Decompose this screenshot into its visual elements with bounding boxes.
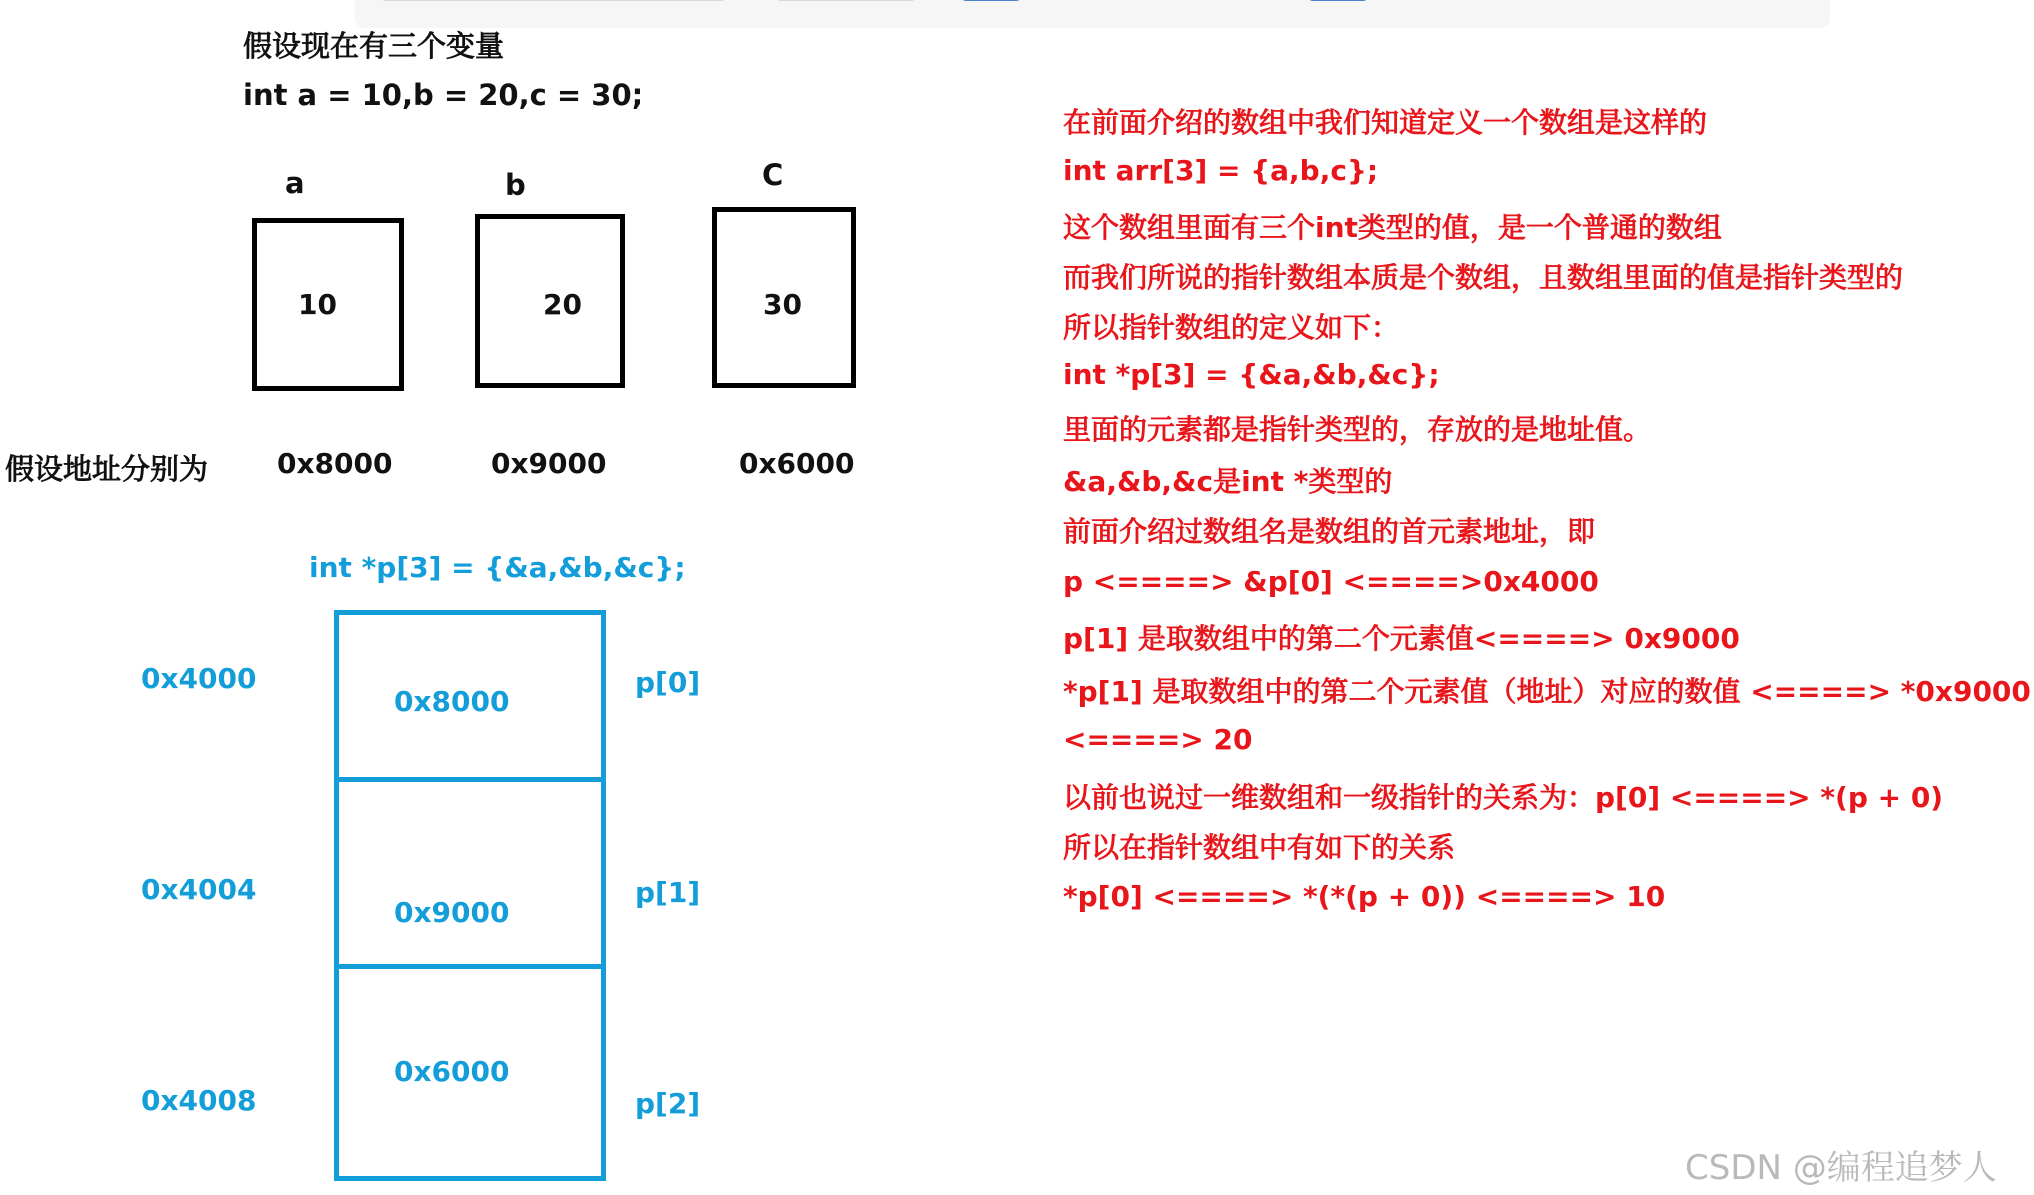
note-line: int *p[3] = {&a,&b,&c}; (1063, 358, 1440, 391)
variables-title: 假设现在有三个变量 (243, 29, 505, 63)
variable-name-a: a (285, 166, 305, 200)
note-line: *p[0] <====> *(*(p + 0)) <====> 10 (1063, 880, 1666, 913)
note-line: 在前面介绍的数组中我们知道定义一个数组是这样的 (1063, 106, 1708, 139)
array-cell-label-0: p[0] (635, 666, 701, 699)
note-line: 所以指针数组的定义如下： (1063, 311, 1400, 344)
note-line: 而我们所说的指针数组本质是个数组，且数组里面的值是指针类型的 (1063, 261, 1904, 294)
variable-value-b: 20 (543, 288, 582, 321)
array-cell-1 (334, 777, 606, 969)
address-c: 0x6000 (739, 447, 855, 480)
variable-name-c: C (762, 158, 784, 192)
variables-declaration: int a = 10,b = 20,c = 30; (243, 78, 644, 112)
array-cell-label-1: p[1] (635, 876, 701, 909)
array-cell-value-2: 0x6000 (394, 1055, 510, 1088)
address-label: 假设地址分别为 (5, 452, 209, 486)
toolbar-field (775, 0, 917, 1)
toolbar-button (1307, 0, 1369, 1)
array-declaration: int *p[3] = {&a,&b,&c}; (309, 551, 686, 584)
note-line: 里面的元素都是指针类型的，存放的是地址值。 (1063, 413, 1652, 446)
toolbar-remnant (355, 0, 1830, 28)
note-line: <====> 20 (1063, 723, 1253, 756)
variable-value-a: 10 (298, 288, 337, 321)
variable-name-b: b (505, 168, 526, 202)
note-line: p <====> &p[0] <====>0x4000 (1063, 565, 1599, 598)
toolbar-button (960, 0, 1022, 1)
watermark: CSDN @编程追梦人 (1685, 1148, 1997, 1188)
variable-value-c: 30 (763, 288, 802, 321)
note-line: &a,&b,&c是int *类型的 (1063, 465, 1393, 498)
note-line: 所以在指针数组中有如下的关系 (1063, 831, 1456, 864)
address-b: 0x9000 (491, 447, 607, 480)
note-line: 这个数组里面有三个int类型的值，是一个普通的数组 (1063, 211, 1722, 244)
array-cell-address-0: 0x4000 (141, 662, 257, 695)
note-line: *p[1] 是取数组中的第二个元素值（地址）对应的数值 <====> *0x9000 (1063, 675, 2031, 708)
toolbar-field (380, 0, 727, 1)
note-line: 前面介绍过数组名是数组的首元素地址，即 (1063, 515, 1596, 548)
array-cell-value-0: 0x8000 (394, 685, 510, 718)
array-cell-address-1: 0x4004 (141, 873, 257, 906)
address-a: 0x8000 (277, 447, 393, 480)
note-line: 以前也说过一维数组和一级指针的关系为：p[0] <====> *(p + 0) (1063, 781, 1944, 814)
array-cell-value-1: 0x9000 (394, 896, 510, 929)
array-cell-address-2: 0x4008 (141, 1084, 257, 1117)
note-line: p[1] 是取数组中的第二个元素值<====> 0x9000 (1063, 622, 1740, 655)
note-line: int arr[3] = {a,b,c}; (1063, 154, 1379, 187)
array-cell-label-2: p[2] (635, 1087, 701, 1120)
